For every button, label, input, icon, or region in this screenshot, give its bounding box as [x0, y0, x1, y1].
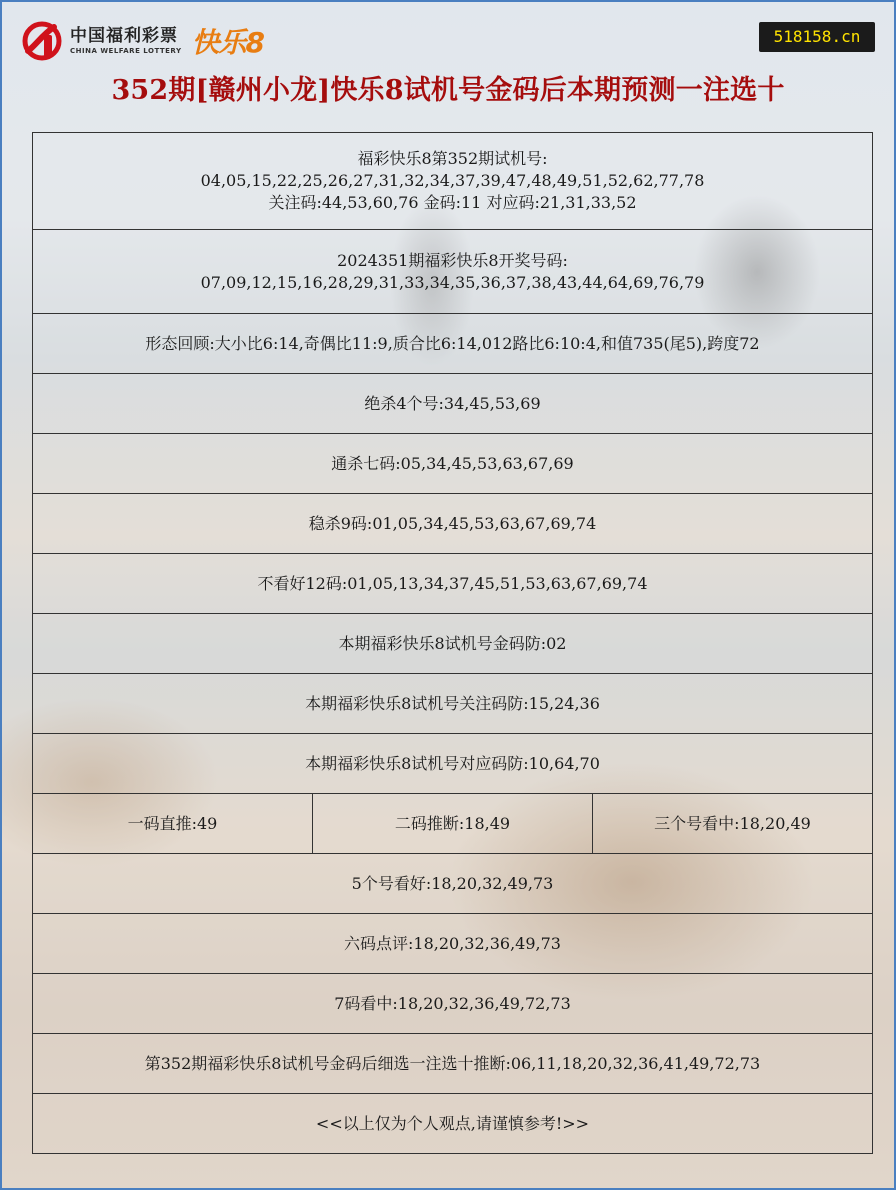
kill-4-row: 绝杀4个号:34,45,53,69: [32, 374, 873, 434]
disclaimer-row: <<以上仅为个人观点,请谨慎参考!>>: [32, 1094, 873, 1154]
kill-9-row: 稳杀9码:01,05,34,45,53,63,67,69,74: [32, 494, 873, 554]
seven-code-row: 7码看中:18,20,32,36,49,72,73: [32, 974, 873, 1034]
welfare-lottery-logo-icon: [20, 21, 64, 61]
site-badge[interactable]: 518158.cn: [759, 22, 875, 52]
lottery-logo: [20, 20, 264, 62]
five-code-row: 5个号看好:18,20,32,49,73: [32, 854, 873, 914]
review-text: 形态回顾:大小比6:14,奇偶比11:9,质合比6:14,012路比6:10:4,和值735(尾5),跨度72: [145, 333, 760, 353]
three-code-pick: 三个号看中:18,20,49: [592, 794, 872, 853]
gold-code-guard-row: 本期福彩快乐8试机号金码防:02: [32, 614, 873, 674]
one-code-pick: 一码直推:49: [127, 813, 218, 833]
logo-chinese-text: 中国福利彩票: [70, 25, 178, 46]
exclude-12-row: 不看好12码:01,05,13,34,37,45,51,53,63,67,69,74: [32, 554, 873, 614]
test-codes: 关注码:44,53,60,76 金码:11 对应码:21,31,33,52: [268, 193, 637, 212]
page-title: 352期[赣州小龙]快乐8试机号金码后本期预测一注选十: [111, 75, 785, 106]
draw-result-row: [32, 230, 873, 314]
two-code-pick: 二码推断:18,49: [312, 794, 592, 853]
ten-code-pick-row: 第352期福彩快乐8试机号金码后细选一注选十推断:06,11,18,20,32,36,41,49,72,73: [32, 1034, 873, 1094]
logo-english-text: CHINA WELFARE LOTTERY: [70, 46, 182, 55]
kill-7-row: 通杀七码:05,34,45,53,63,67,69: [32, 434, 873, 494]
review-row: [32, 314, 873, 374]
draw-result-numbers: 07,09,12,15,16,28,29,31,33,34,35,36,37,38,43,44,64,69,76,79: [200, 272, 705, 292]
draw-result-heading: 2024351期福彩快乐8开奖号码:: [337, 250, 568, 270]
prediction-table: [32, 132, 873, 1154]
test-numbers-heading: 福彩快乐8第352期试机号:: [357, 149, 548, 168]
test-numbers-list: 04,05,15,22,25,26,27,31,32,34,37,39,47,48,49,51,52,62,77,78: [200, 171, 705, 190]
test-numbers-row: [32, 133, 873, 230]
picks-row: [32, 794, 873, 854]
six-code-row: 六码点评:18,20,32,36,49,73: [32, 914, 873, 974]
logo-game-name: 快乐8: [191, 26, 264, 59]
match-code-guard-row: 本期福彩快乐8试机号对应码防:10,64,70: [32, 734, 873, 794]
focus-code-guard-row: 本期福彩快乐8试机号关注码防:15,24,36: [32, 674, 873, 734]
